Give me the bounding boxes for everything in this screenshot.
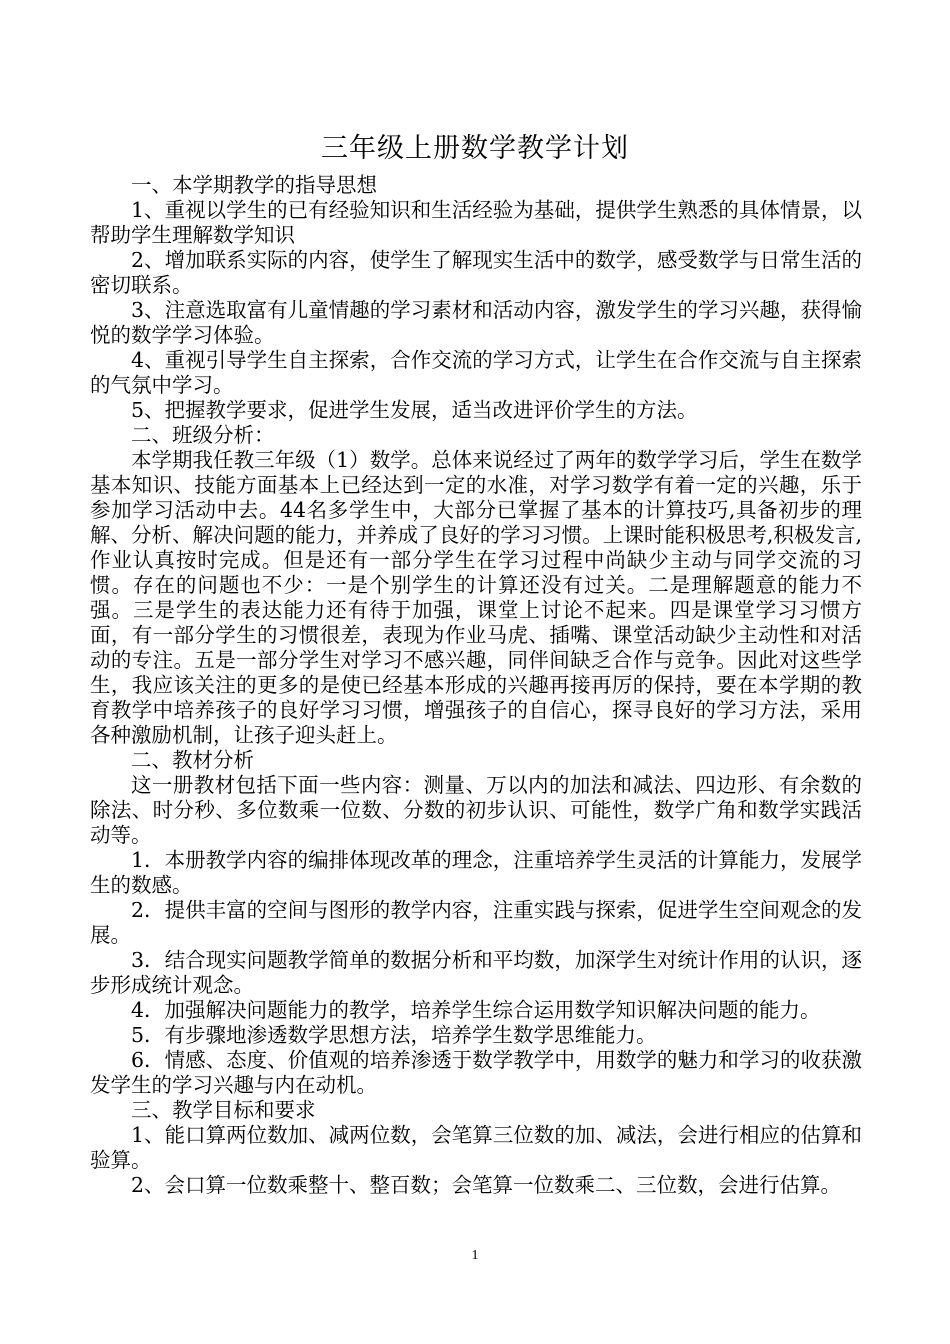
paragraph: 5、把握教学要求，促进学生发展，适当改进评价学生的方法。 xyxy=(131,398,698,422)
page-number: 1 xyxy=(471,1248,479,1263)
paragraph: 2．提供丰富的空间与图形的教学内容，注重实践与探索，促进学生空间观念的发展。 xyxy=(90,898,862,947)
paragraph: 4．加强解决问题能力的教学，培养学生综合运用数学知识解决问题的能力。 xyxy=(131,998,821,1022)
paragraph: 2、会口算一位数乘整十、整百数；会笔算一位数乘二、三位数，会进行估算。 xyxy=(131,1173,842,1197)
paragraph: 6．情感、态度、价值观的培养渗透于数学教学中，用数学的魅力和学习的收获激发学生的学习兴趣与内在动机。 xyxy=(90,1048,862,1097)
paragraph: 1、能口算两位数加、减两位数，会笔算三位数的加、减法，会进行相应的估算和验算。 xyxy=(90,1123,862,1172)
document-title: 三年级上册数学教学计划 xyxy=(321,133,629,164)
paragraph: 1、重视以学生的已有经验知识和生活经验为基础，提供学生熟悉的具体情景，以帮助学生理解数学知识 xyxy=(90,198,862,247)
paragraph: 1．本册教学内容的编排体现改革的理念，注重培养学生灵活的计算能力，发展学生的数感。 xyxy=(90,848,862,897)
paragraph: 4、重视引导学生自主探索，合作交流的学习方式，让学生在合作交流与自主探索的气氛中学习。 xyxy=(90,348,862,397)
paragraph: 2、增加联系实际的内容，使学生了解现实生活中的数学，感受数学与日常生活的密切联系。 xyxy=(90,248,862,297)
section-heading: 二、教材分析 xyxy=(131,748,254,772)
section-heading: 二、班级分析： xyxy=(131,423,275,447)
document-body xyxy=(90,173,862,1198)
paragraph: 本学期我任教三年级（1）数学。总体来说经过了两年的数学学习后，学生在数学基本知识、技能方面基本上已经达到一定的水准，对学习数学有着一定的兴趣，乐于参加学习活动中去。44名多学生中，大部分已掌握了基本的计算技巧,具备初步的理解、分析、解决问题的能力，并养成了良好的学习习惯。上课时能积极思考,积极发言,作业认真按时完成。但是还有一部分学生在学习过程中尚缺少主动与同学交流的习惯。存在的问题也不少：一是个别学生的计算还没有过关。二是理解题意的能力不强。三是学生的表达能力还有待于加强，课堂上讨论不起来。四是课堂学习习惯方面，有一部分学生的习惯很差，表现为作业马虎、插嘴、课堂活动缺少主动性和对活动的专注。五是一部分学生对学习不感兴趣，同伴间缺乏合作与竞争。因此对这些学生，我应该关注的更多的是使已经基本形成的兴趣再接再厉的保持，要在本学期的教育教学中培养孩子的良好学习习惯，增强孩子的自信心，探寻良好的学习方法，采用各种激励机制，让孩子迎头赶上。 xyxy=(90,448,862,747)
section-heading: 三、教学目标和要求 xyxy=(131,1098,316,1122)
paragraph: 5．有步骤地渗透数学思想方法，培养学生数学思维能力。 xyxy=(131,1023,657,1047)
paragraph: 这一册教材包括下面一些内容：测量、万以内的加法和减法、四边形、有余数的除法、时分秒、多位数乘一位数、分数的初步认识、可能性，数学广角和数学实践活动等。 xyxy=(90,773,862,847)
section-heading: 一、本学期教学的指导思想 xyxy=(131,173,377,197)
paragraph: 3、注意选取富有儿童情趣的学习素材和活动内容，激发学生的学习兴趣，获得愉悦的数学学习体验。 xyxy=(90,298,862,347)
paragraph: 3．结合现实问题教学简单的数据分析和平均数，加深学生对统计作用的认识，逐步形成统计观念。 xyxy=(90,948,862,997)
